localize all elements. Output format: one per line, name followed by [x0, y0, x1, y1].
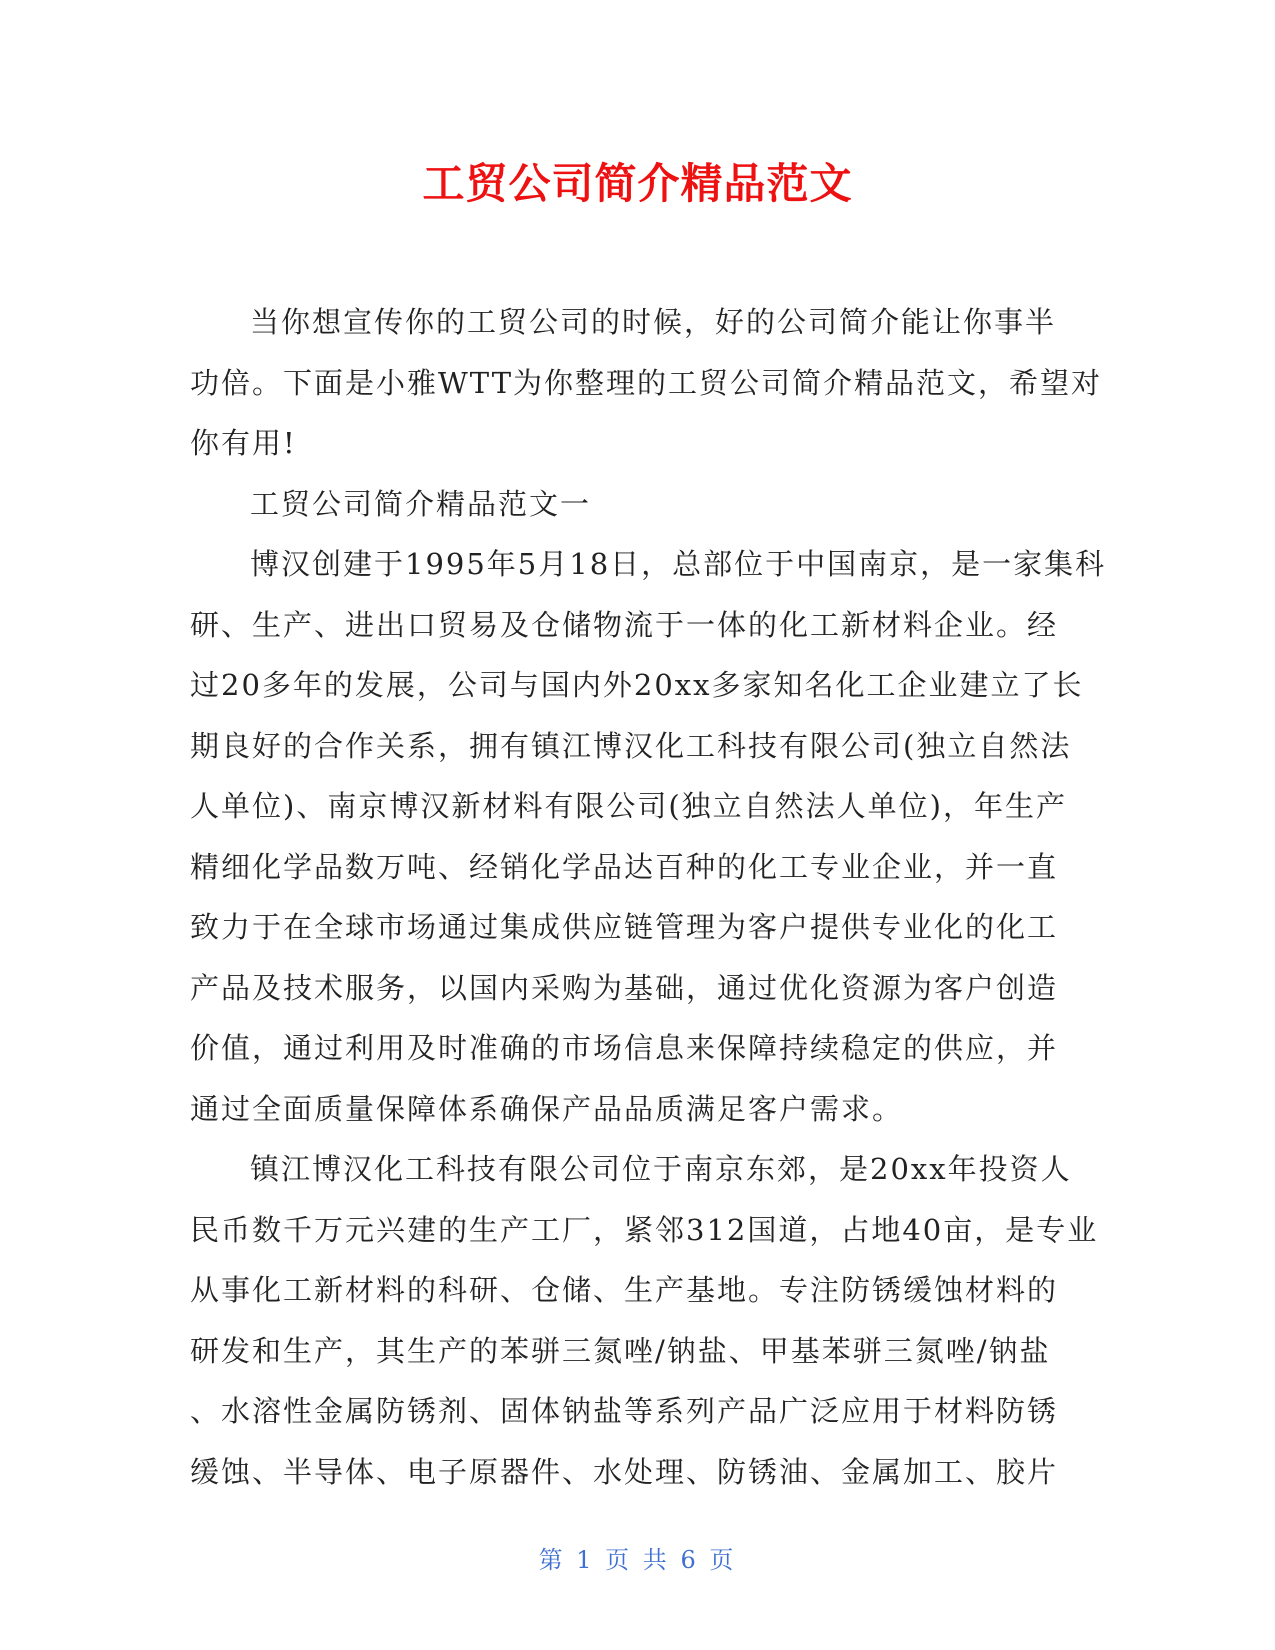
paragraph-line: 研发和生产，其生产的苯骈三氮唑/钠盐、甲基苯骈三氮唑/钠盐	[190, 1333, 1051, 1368]
paragraph-line: 博汉创建于1995年5月18日，总部位于中国南京，是一家集科	[250, 547, 1107, 581]
paragraph-line: 镇江博汉化工科技有限公司位于南京东郊，是20xx年投资人	[250, 1152, 1072, 1186]
paragraph-line: 价值，通过利用及时准确的市场信息来保障持续稳定的供应，并	[190, 1031, 1059, 1065]
paragraph-line: 你有用!	[190, 426, 297, 460]
paragraph-line: 通过全面质量保障体系确保产品品质满足客户需求。	[190, 1091, 904, 1126]
paragraph-line: 产品及技术服务，以国内采购为基础，通过优化资源为客户创造	[190, 970, 1059, 1005]
paragraph-line: 人单位)、南京博汉新材料有限公司(独立自然法人单位)，年生产	[190, 789, 1067, 823]
paragraph-line: 民币数千万元兴建的生产工厂，紧邻312国道，占地40亩，是专业	[190, 1212, 1099, 1247]
paragraph-line: 从事化工新材料的科研、仓储、生产基地。专注防锈缓蚀材料的	[190, 1273, 1059, 1307]
page-title: 工贸公司简介精品范文	[422, 159, 853, 208]
paragraph-line: 期良好的合作关系，拥有镇江博汉化工科技有限公司(独立自然法	[190, 728, 1072, 763]
page-footer: 第 1 页 共 6 页	[538, 1546, 737, 1574]
paragraph-line: 当你想宣传你的工贸公司的时候，好的公司简介能让你事半	[250, 305, 1057, 339]
paragraph-line: 、水溶性金属防锈剂、固体钠盐等系列产品广泛应用于材料防锈	[190, 1394, 1059, 1428]
paragraph-line: 缓蚀、半导体、电子原器件、水处理、防锈油、金属加工、胶片	[190, 1454, 1059, 1489]
paragraph-line: 精细化学品数万吨、经销化学品达百种的化工专业企业，并一直	[190, 849, 1059, 884]
paragraph-line: 过20多年的发展，公司与国内外20xx多家知名化工企业建立了长	[190, 668, 1084, 702]
paragraph-line: 研、生产、进出口贸易及仓储物流于一体的化工新材料企业。经	[190, 607, 1059, 642]
document-body	[190, 292, 1107, 1502]
paragraph-line: 功倍。下面是小雅WTT为你整理的工贸公司简介精品范文，希望对	[190, 365, 1103, 400]
section-heading: 工贸公司简介精品范文一	[250, 486, 592, 521]
paragraph-line: 致力于在全球市场通过集成供应链管理为客户提供专业化的化工	[190, 910, 1059, 944]
